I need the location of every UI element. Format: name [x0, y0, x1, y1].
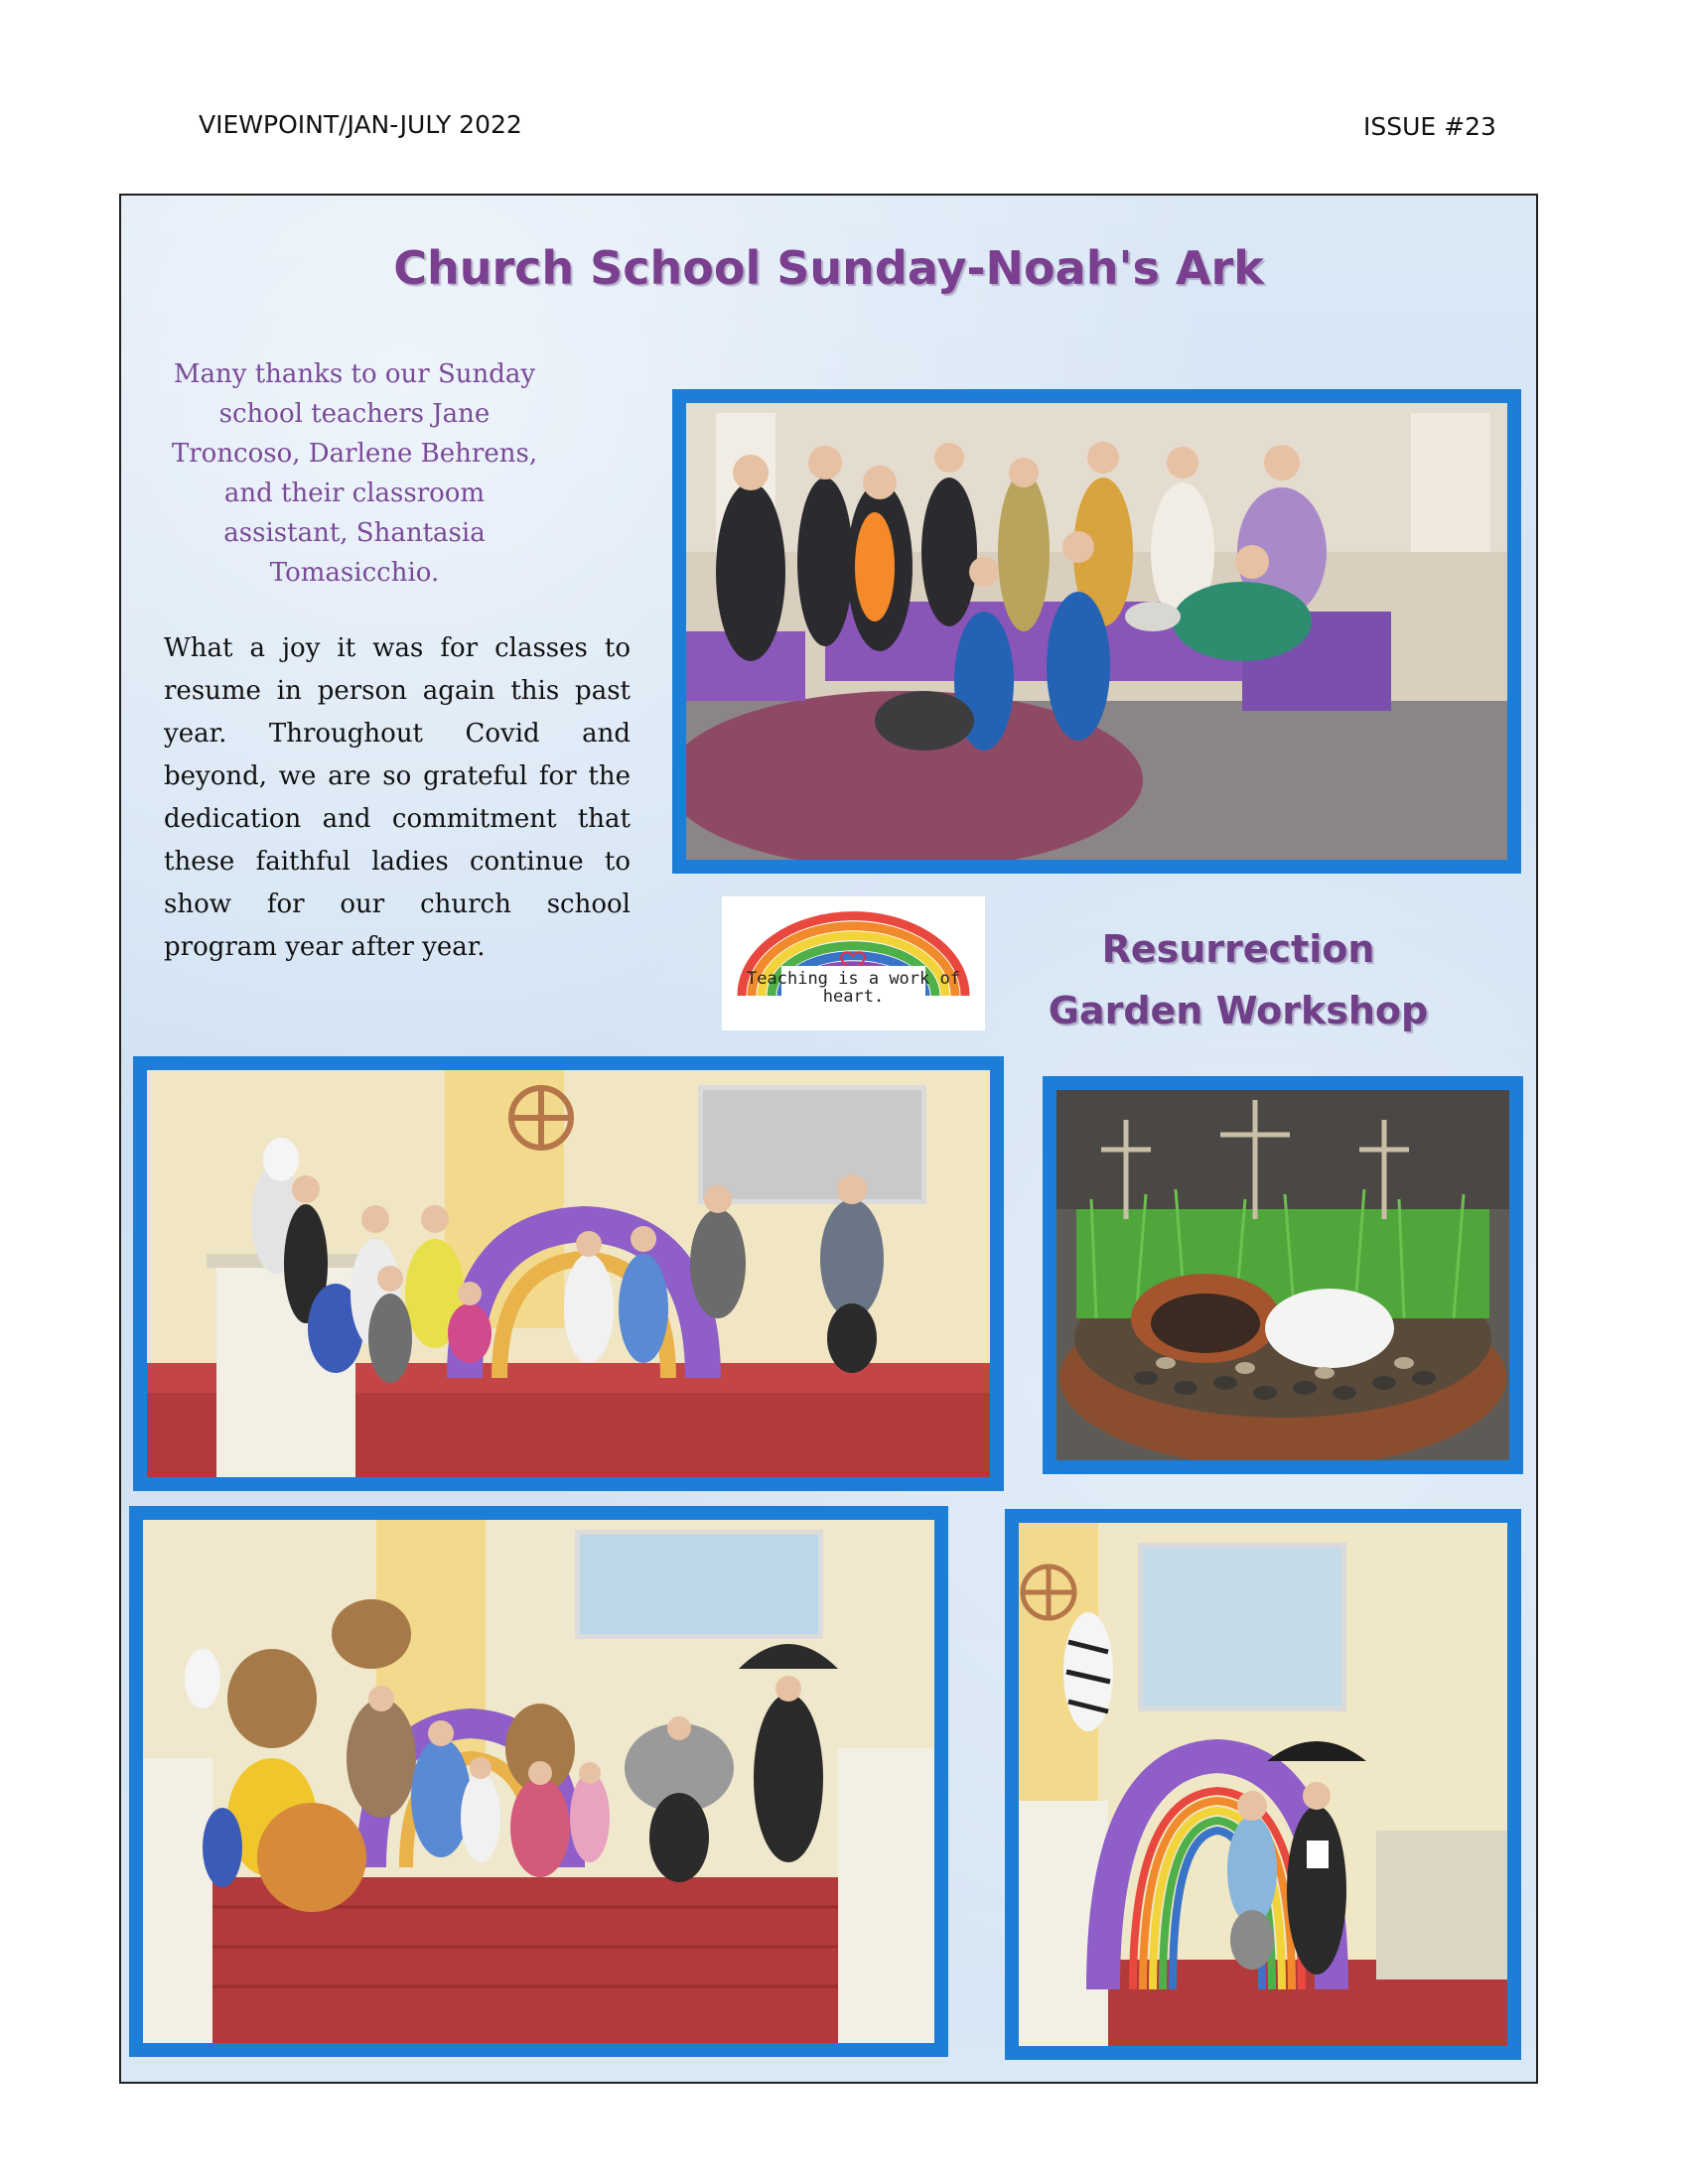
- newsletter-page-frame: [119, 194, 1538, 2084]
- animal-costumes-photo: [129, 1506, 948, 2057]
- header-left: VIEWPOINT/JAN-JULY 2022: [199, 110, 522, 139]
- article-title: Church School Sunday-Noah's Ark: [393, 241, 1264, 295]
- classroom-group-photo: [672, 389, 1521, 874]
- thanks-paragraph: Many thanks to our Sunday school teachers Jane Troncoso, Darlene Behrens, and their classroom assistant, Shantasia Tomasicchio.: [171, 359, 538, 588]
- workshop-subtitle: Resurrection Garden Workshop: [1048, 927, 1429, 1032]
- logo-caption: Teaching is a work of heart.: [747, 969, 960, 1007]
- resurrection-garden-photo: [1043, 1076, 1523, 1474]
- body-paragraph: What a joy it was for classes to resume in person again this past year. Throughout Covid and beyond, we are so grateful for the dedication and commitment that these faithful ladies continue to show for our church school program year after year.: [164, 633, 631, 962]
- teaching-heart-logo: [722, 896, 985, 1030]
- children-on-stage-photo: [133, 1056, 1004, 1491]
- header-issue-number: ISSUE #23: [1363, 112, 1496, 141]
- rainbow-arch-umbrella-photo: [1005, 1509, 1521, 2060]
